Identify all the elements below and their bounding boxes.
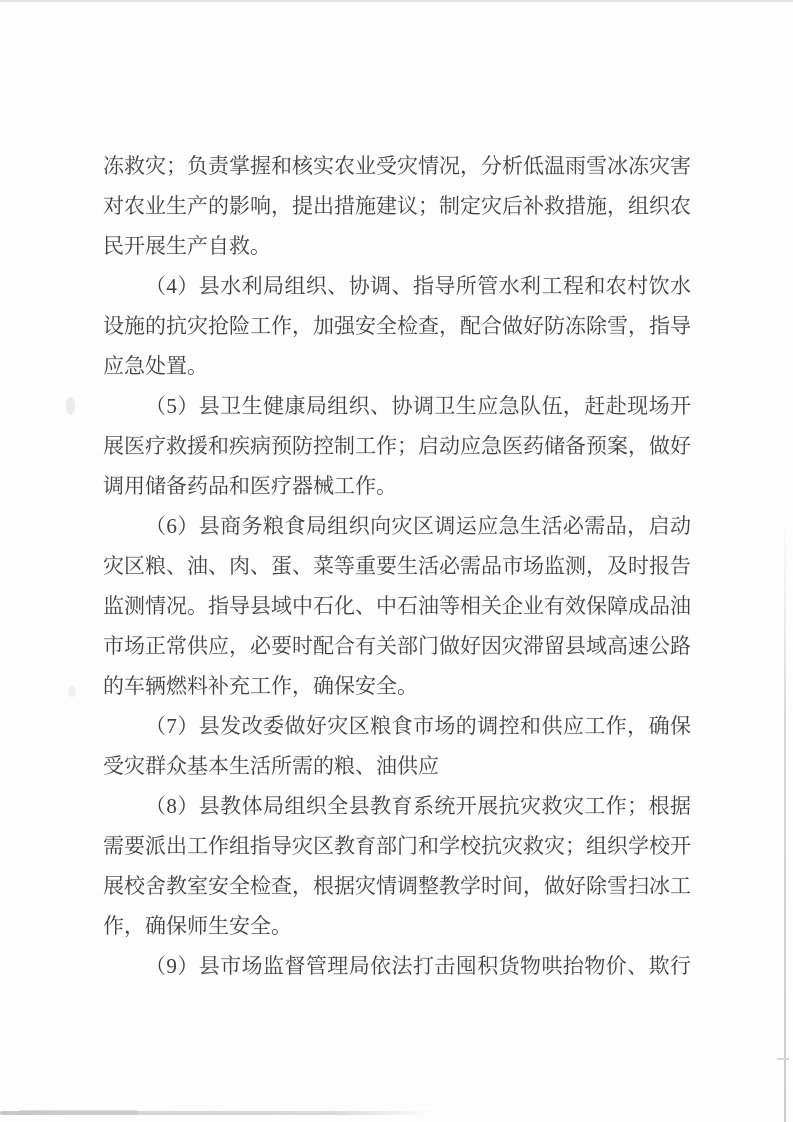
text-line: 的车辆燃料补充工作，确保安全。	[103, 674, 418, 698]
text-line: 冻救灾；负责掌握和核实农业受灾情况，分析低温雨雪冰冻灾害	[103, 154, 691, 178]
text-line: 调用储备药品和医疗器械工作。	[103, 474, 397, 498]
text-line: 展医疗救援和疾病预防控制工作；启动应急医药储备预案，做好	[103, 434, 691, 458]
scan-edge-top-artifact	[0, 0, 793, 2]
paragraph-continuation	[103, 146, 691, 266]
text-line: 灾区粮、油、肉、蛋、菜等重要生活必需品市场监测，及时报告	[103, 554, 691, 578]
paragraph-item-6	[103, 506, 691, 706]
scan-line-bottom-dot-artifact	[18, 1110, 138, 1115]
paragraph-item-8	[103, 786, 691, 946]
text-line: 设施的抗灾抢险工作，加强安全检查，配合做好防冻除雪，指导	[103, 314, 691, 338]
scan-smudge-artifact	[66, 397, 75, 415]
text-line: 展校舍教室安全检查，根据灾情调整教学时间，做好除雪扫冰工	[103, 874, 691, 898]
text-line: 应急处置。	[103, 354, 208, 378]
text-line: 市场正常供应，必要时配合有关部门做好因灾滞留县域高速公路	[103, 634, 691, 658]
paragraph-item-5	[103, 386, 691, 506]
text-line: （5）县卫生健康局组织、协调卫生应急队伍，赶赴现场开	[145, 394, 691, 418]
text-line: （4）县水利局组织、协调、指导所管水利工程和农村饮水	[145, 274, 691, 298]
text-line: 受灾群众基本生活所需的粮、油供应	[103, 754, 439, 778]
scan-tick-artifact	[777, 1058, 789, 1060]
paragraph-item-4	[103, 266, 691, 386]
scan-line-right-artifact	[784, 520, 786, 1122]
text-line: （9）县市场监督管理局依法打击囤积货物哄抬物价、欺行	[145, 954, 691, 978]
text-line: （7）县发改委做好灾区粮食市场的调控和供应工作，确保	[145, 714, 691, 738]
text-line: （8）县教体局组织全县教育系统开展抗灾救灾工作；根据	[145, 794, 691, 818]
document-text-block	[103, 146, 691, 986]
text-line: （6）县商务粮食局组织向灾区调运应急生活必需品，启动	[145, 514, 691, 538]
text-line: 作，确保师生安全。	[103, 914, 292, 938]
text-line: 对农业生产的影响，提出措施建议；制定灾后补救措施，组织农	[103, 194, 691, 218]
text-line: 需要派出工作组指导灾区教育部门和学校抗灾救灾；组织学校开	[103, 834, 691, 858]
text-line: 监测情况。指导县域中石化、中石油等相关企业有效保障成品油	[103, 594, 691, 618]
paragraph-item-9	[103, 946, 691, 986]
scan-smudge-artifact	[68, 686, 76, 697]
paragraph-item-7	[103, 706, 691, 786]
text-line: 民开展生产自救。	[103, 234, 271, 258]
